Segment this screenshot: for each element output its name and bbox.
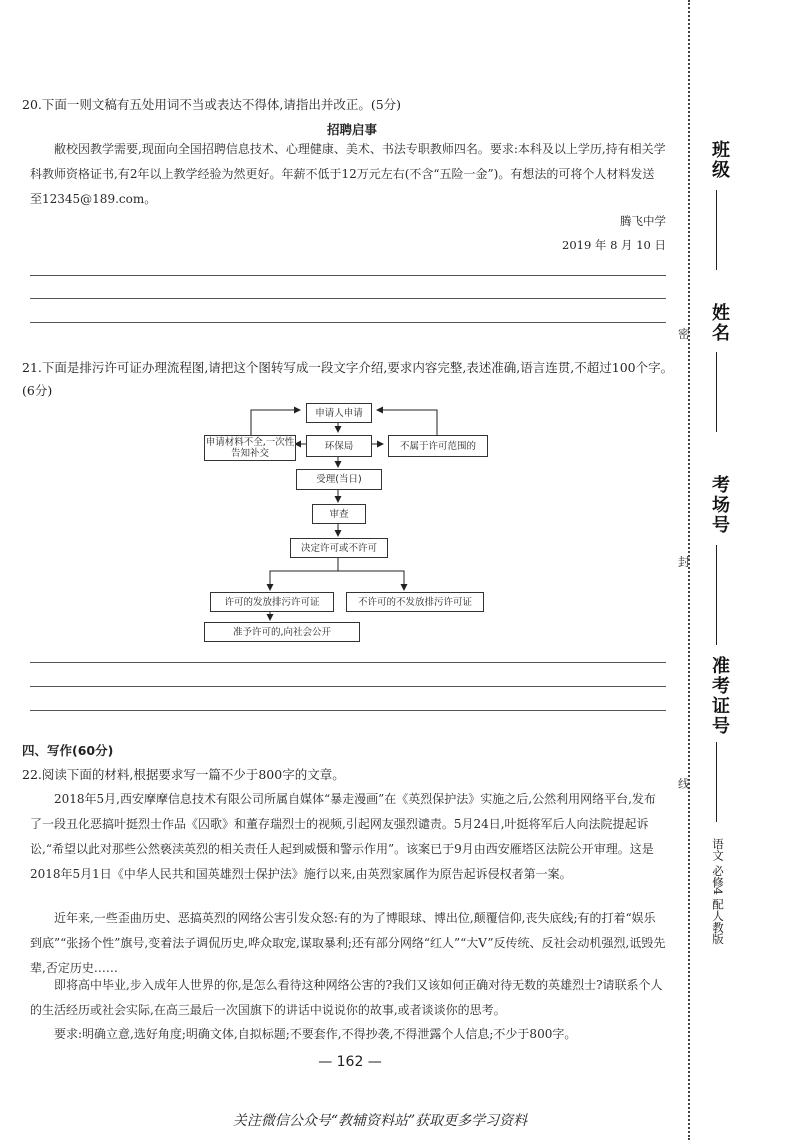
flow-node-apply: 申请人申请 — [306, 403, 372, 423]
q22-question: 即将高中毕业,步入成年人世界的你,是怎么看待这种网络公害的?我们又该如何正确对待无数的英雄烈士?请联系个人的生活经历或社会实际,在高三最后一次国旗下的讲话中说说你的故事,或者谈谈你的思考。 — [30, 978, 663, 1017]
ticket-number-label: 准考证号 — [709, 656, 730, 736]
flow-node-grant: 许可的发放排污许可证 — [210, 592, 334, 612]
q22-prompt: 22.阅读下面的材料,根据要求写一篇不少于800字的文章。 — [22, 767, 345, 782]
class-field[interactable] — [716, 190, 717, 270]
ticket-number-field[interactable] — [716, 742, 717, 822]
answer-line[interactable] — [30, 710, 666, 711]
q20-notice-title: 招聘启事 — [326, 122, 377, 137]
subject-info: 语文 必修4 配人教版 — [711, 838, 725, 945]
q20-prompt: 20.下面一则文稿有五处用词不当或表达不得体,请指出并改正。(5分) — [22, 97, 402, 112]
exam-room-field[interactable] — [716, 545, 717, 645]
flow-node-bureau: 环保局 — [306, 435, 372, 457]
footer-note: 关注微信公众号“教辅资料站”获取更多学习资料 — [232, 1113, 528, 1129]
class-label: 班级 — [709, 140, 730, 180]
seal-char-mi: 密 — [678, 327, 691, 341]
section-writing-title: 四、写作(60分) — [22, 743, 114, 758]
q22-material-p2: 近年来,一些歪曲历史、恶搞英烈的网络公害引发众怒:有的为了博眼球、博出位,颠覆信仰,丧失底线;有的打着“娱乐到底”“张扬个性”旗号,变着法子调侃历史,哗众取宠,谋取暴利;还有部分网络“红人”“大V”反传统、反社会动机强烈,诋毁先辈,否定历史…… — [30, 911, 666, 975]
flow-node-review: 审查 — [312, 504, 366, 524]
page-number: — 162 — — [318, 1054, 382, 1070]
flow-node-incomplete: 申请材料不全,一次性告知补交 — [205, 437, 295, 459]
flow-node-out-of-scope: 不属于许可范围的 — [388, 435, 488, 457]
q20-notice-body: 敝校因教学需要,现面向全国招聘信息技术、心理健康、美术、书法专职教师四名。要求:本科及以上学历,持有相关学科教师资格证书,有2年以上教学经验为然更好。年薪不低于12万元左右(不含“五险一金”)。有想法的可将个人材料发送至12345@189.com。 — [30, 142, 666, 206]
answer-line[interactable] — [30, 686, 666, 687]
seal-char-xian: 线 — [678, 777, 691, 791]
exam-room-label: 考场号 — [709, 475, 730, 535]
flow-node-deny: 不许可的不发放排污许可证 — [346, 592, 484, 612]
q21-prompt: 21.下面是排污许可证办理流程图,请把这个图转写成一段文字介绍,要求内容完整,表述准确,语言连贯,不超过100个字。(6分) — [22, 360, 674, 398]
flow-node-publish: 准予许可的,向社会公开 — [204, 622, 360, 642]
name-field[interactable] — [716, 352, 717, 432]
flow-node-accept: 受理(当日) — [296, 469, 382, 490]
q20-signature: 腾飞中学 — [620, 214, 666, 228]
flow-node-decide: 决定许可或不许可 — [290, 538, 388, 558]
q22-material-p1: 2018年5月,西安摩摩信息技术有限公司所属自媒体“暴走漫画”在《英烈保护法》实施之后,公然利用网络平台,发布了一段丑化恶搞叶挺烈士作品《囚歌》和董存瑞烈士的视频,引起网友强烈谴责。5月24日,叶挺将军后人向法院提起诉讼,“希望以此对那些公然亵渎英烈的相关责任人起到威慑和警示作用”。该案已于9月由西安雁塔区法院公开审理。这是2018年5月1日《中华人民共和国英雄烈士保护法》施行以来,由英烈家属作为原告起诉侵权者第一案。 — [30, 792, 656, 881]
answer-line[interactable] — [30, 662, 666, 663]
name-label: 姓名 — [709, 303, 730, 343]
seal-char-feng: 封 — [678, 555, 691, 569]
q22-requirements: 要求:明确立意,选好角度;明确文体,自拟标题;不要套作,不得抄袭,不得泄露个人信息;不少于800字。 — [54, 1027, 577, 1041]
q20-date: 2019 年 8 月 10 日 — [562, 238, 666, 252]
binding-dotted-line — [688, 0, 690, 1140]
